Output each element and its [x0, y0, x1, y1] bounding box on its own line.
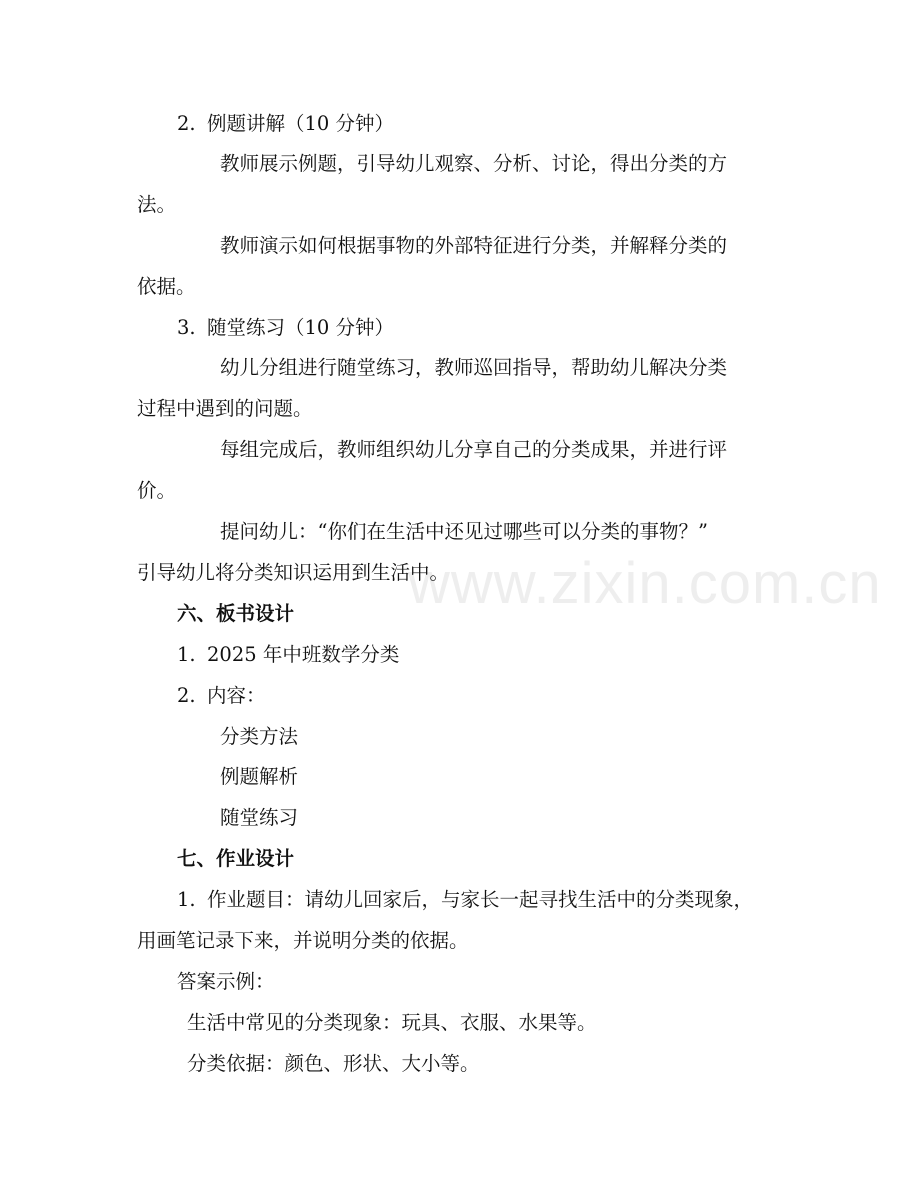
list-text: 作业题目：请幼儿回家后，与家长一起寻找生活中的分类现象，	[207, 888, 754, 911]
paragraph-line: 幼儿分组进行随堂练习，教师巡回指导，帮助幼儿解决分类	[220, 356, 728, 379]
list-text: 2025 年中班数学分类	[207, 643, 400, 666]
list-item-homework	[177, 890, 753, 910]
list-item-board-title	[177, 645, 399, 665]
list-number: 1.	[177, 888, 196, 911]
board-item: 随堂练习	[220, 806, 299, 829]
paragraph-line: 教师展示例题，引导幼儿观察、分析、讨论，得出分类的方	[220, 152, 728, 175]
list-number: 2.	[177, 112, 196, 135]
list-number: 3.	[177, 316, 196, 339]
list-text: 内容：	[207, 684, 266, 707]
list-number: 2.	[177, 684, 196, 707]
list-item-board-content	[177, 686, 266, 706]
paragraph-line: 依据。	[137, 275, 196, 298]
paragraph-line: 价。	[137, 479, 177, 502]
section-heading-homework: 七、作业设计	[177, 847, 295, 870]
board-item: 例题解析	[220, 765, 299, 788]
list-item-example-explanation	[177, 114, 394, 134]
paragraph-line: 每组完成后，教师组织幼儿分享自己的分类成果，并进行评	[220, 438, 728, 461]
list-item-practice	[177, 318, 394, 338]
paragraph-line: 过程中遇到的问题。	[137, 397, 313, 420]
paragraph-line: 用画笔记录下来，并说明分类的依据。	[137, 929, 469, 952]
answer-line: 生活中常见的分类现象：玩具、衣服、水果等。	[187, 1011, 597, 1034]
list-text: 随堂练习（10 分钟）	[207, 316, 395, 339]
paragraph-line: 教师演示如何根据事物的外部特征进行分类，并解释分类的	[220, 234, 728, 257]
watermark: www.zixin.com.cn	[408, 551, 882, 616]
answer-example-label: 答案示例：	[177, 970, 275, 993]
section-heading-board-design: 六、板书设计	[177, 602, 295, 625]
paragraph-line: 引导幼儿将分类知识运用到生活中。	[137, 561, 450, 584]
board-item: 分类方法	[220, 725, 299, 748]
paragraph-line: 法。	[137, 193, 177, 216]
list-text: 例题讲解（10 分钟）	[207, 112, 395, 135]
list-number: 1.	[177, 643, 196, 666]
answer-line: 分类依据：颜色、形状、大小等。	[187, 1052, 480, 1075]
paragraph-line: 提问幼儿：“你们在生活中还见过哪些可以分类的事物？”	[220, 520, 708, 543]
